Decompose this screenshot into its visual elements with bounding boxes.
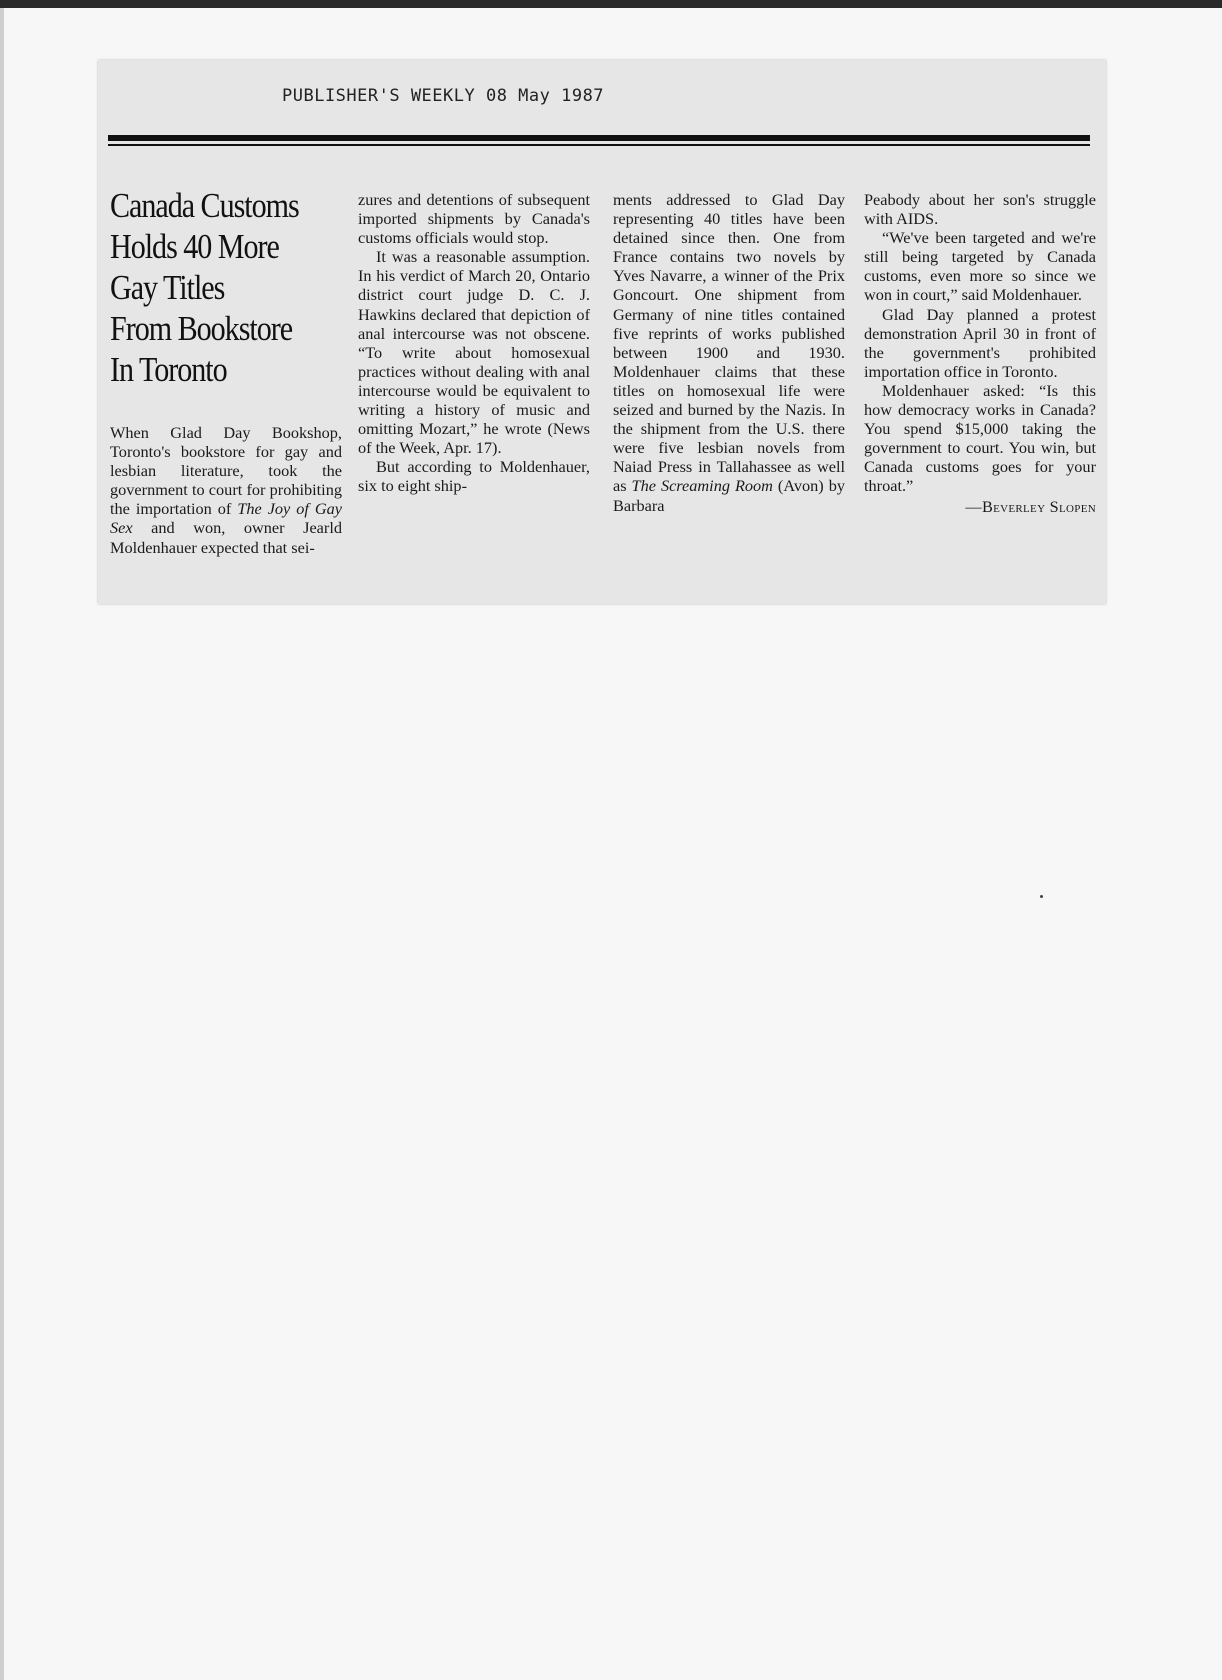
article-column-1 — [110, 423, 342, 557]
article-column-3 — [613, 190, 845, 515]
book-title: The Joy of Gay Sex — [110, 499, 342, 538]
header-rule-thin — [108, 144, 1090, 146]
article-headline — [110, 185, 301, 390]
headline-line: From Bookstore — [110, 309, 293, 348]
paragraph: Glad Day planned a protest demonstration April 30 in front of the government's prohibited importation office in Toronto. — [864, 304, 1096, 381]
article-column-4 — [864, 190, 1096, 516]
paragraph: zures and detentions of subsequent imported shipments by Canada's customs officials would stop. — [358, 190, 590, 248]
headline-line: Holds 40 More — [110, 227, 279, 266]
clipping-header: PUBLISHER'S WEEKLY 08 May 1987 — [282, 86, 605, 106]
paragraph — [613, 190, 845, 515]
paragraph: “We've been targeted and we're still being targeted by Canada customs, even more so since we won in court,” said Moldenhauer. — [864, 228, 1096, 305]
scan-speck — [1040, 895, 1043, 898]
header-rule-thick — [108, 135, 1090, 141]
newspaper-clipping — [98, 60, 1106, 604]
text-run: and won, owner Jearld Moldenhauer expected that sei- — [110, 518, 342, 557]
paragraph: Peabody about her son's struggle with AIDS. — [864, 190, 1096, 229]
text-run: ments addressed to Glad Day representing 40 titles have been detained since then. One from France contains two novels by Yves Navarre, a winner of the Prix Goncourt. One shipment from Germany of nine titles contained five reprints of works published between 1900 and 1930. Moldenhauer claims that these titles on homosexual life were seized and burned by the Nazis. In the shipment from the U.S. there were five lesbian novels from Naiad Press in Tallahassee as well as — [613, 190, 845, 496]
scan-left-shadow — [0, 8, 4, 1680]
paragraph: It was a reasonable assumption. In his verdict of March 20, Ontario district court judge D. C. J. Hawkins declared that depiction of anal intercourse was not obscene. “To write about homosexual practices without dealing with anal intercourse would be equivalent to writing a history of music and omitting Mozart,” he wrote (News of the Week, Apr. 17). — [358, 247, 590, 458]
scan-top-edge — [0, 0, 1222, 8]
article-column-2 — [358, 190, 590, 496]
paragraph: Moldenhauer asked: “Is this how democracy works in Canada? You spend $15,000 taking the government to court. You win, but Canada customs goes for your throat.” — [864, 380, 1096, 496]
text-run: When Glad Day Bookshop, Toronto's bookstore for gay and lesbian literature, took the government to court for prohibiting the importation of — [110, 423, 342, 519]
book-title: The Screaming Room — [631, 476, 773, 496]
paragraph: But according to Moldenhauer, six to eight ship- — [358, 457, 590, 496]
text-run: (Avon) by Barbara — [613, 476, 845, 515]
headline-line: Canada Customs — [110, 186, 299, 225]
headline-line: In Toronto — [110, 350, 227, 389]
paragraph — [110, 423, 342, 557]
byline: —Beverley Slopen — [965, 496, 1096, 516]
headline-line: Gay Titles — [110, 268, 225, 307]
